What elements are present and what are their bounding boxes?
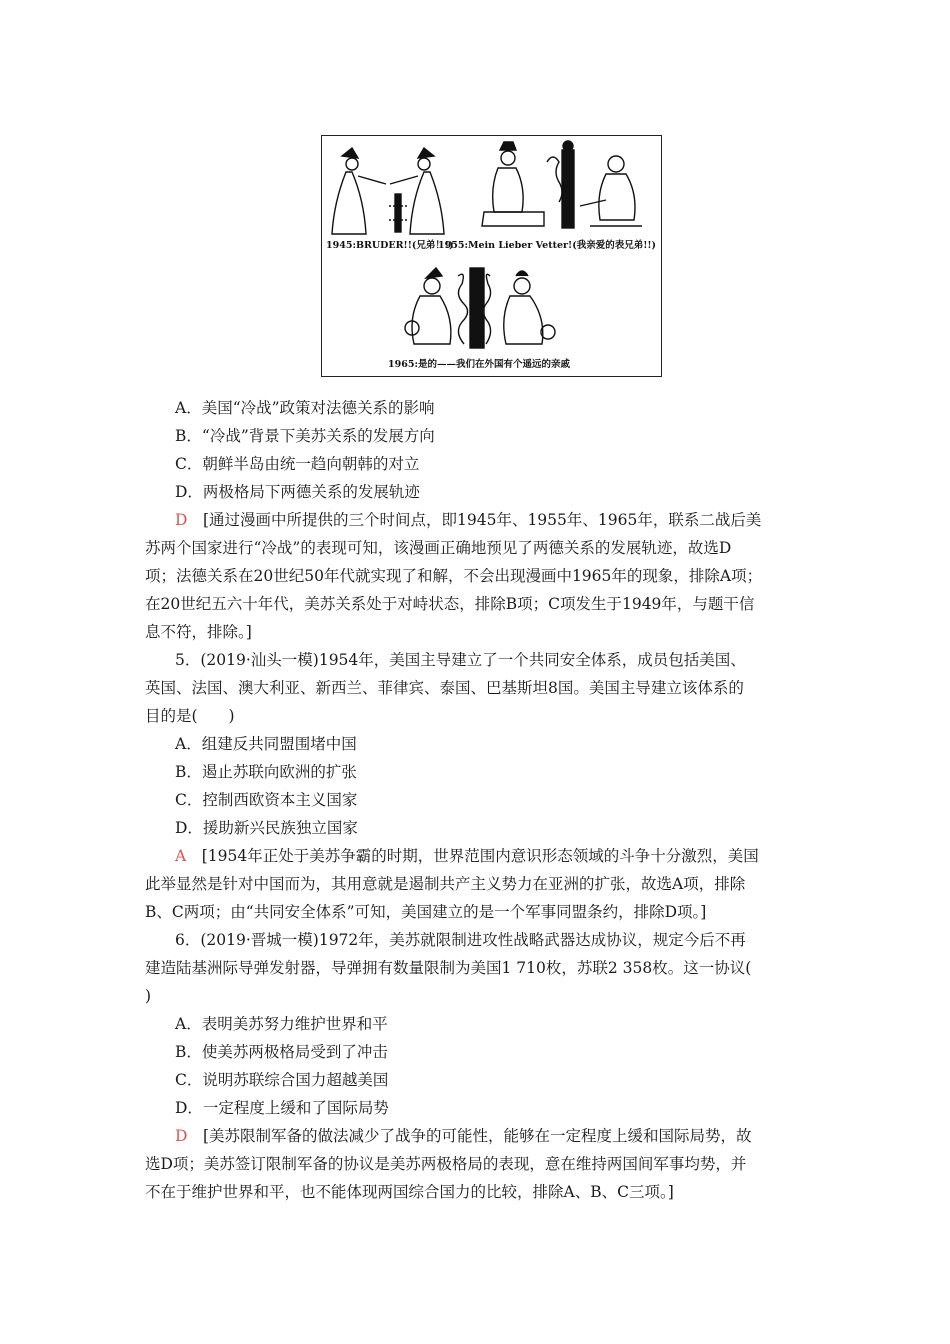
answer-explanation-line: 息不符，排除。] <box>145 623 252 641</box>
question-4-block <box>145 394 805 1206</box>
question-6-stem: 建造陆基洲际导弹发射器，导弹拥有数量限制为美国1 710枚，苏联2 358枚。这一协议( <box>145 959 752 977</box>
question-6-stem: ) <box>145 987 152 1005</box>
answer-explanation-line: D [通过漫画中所提供的三个时间点，即1945年、1955年、1965年，联系二战后美 <box>175 511 762 529</box>
option-d: D．两极格局下两德关系的发展轨迹 <box>175 483 420 501</box>
answer-explanation-line: 在20世纪五六十年代，美苏关系处于对峙状态，排除B项；C项发生于1949年，与题干信 <box>145 595 755 613</box>
answer-explanation-line: 此举显然是针对中国而为，其用意就是遏制共产主义势力在亚洲的扩张，故选A项，排除 <box>145 875 746 893</box>
option-b: B．“冷战”背景下美苏关系的发展方向 <box>175 427 435 445</box>
option-a: A．组建反共同盟围堵中国 <box>175 735 357 753</box>
answer-letter: D <box>175 511 188 529</box>
option-a: A．美国“冷战”政策对法德关系的影响 <box>175 399 435 417</box>
option-d: D．援助新兴民族独立国家 <box>175 819 358 837</box>
option-a: A．表明美苏努力维护世界和平 <box>175 1015 388 1033</box>
answer-explanation-line: A [1954年正处于美苏争霸的时期，世界范围内意识形态领域的斗争十分激烈，美国 <box>175 847 759 865</box>
cartoon-figure <box>321 135 662 377</box>
answer-letter: D <box>175 1127 188 1145</box>
answer-explanation-line: D [美苏限制军备的做法减少了战争的可能性，能够在一定程度上缓和国际局势，故 <box>175 1127 752 1145</box>
cartoon-drawing <box>322 136 663 378</box>
caption-1965: 1965:是的——我们在外国有个遥远的亲戚 <box>388 359 570 370</box>
answer-letter: A <box>175 847 187 865</box>
option-b: B．遏止苏联向欧洲的扩张 <box>175 763 357 781</box>
option-c: C．说明苏联综合国力超越美国 <box>175 1071 389 1089</box>
answer-explanation-line: 项；法德关系在20世纪50年代就实现了和解，不会出现漫画中1965年的现象，排除A项； <box>145 567 763 585</box>
question-5-stem: 英国、法国、澳大利亚、新西兰、菲律宾、泰国、巴基斯坦8国。美国主导建立该体系的 <box>145 679 744 697</box>
caption-1945: 1945:BRUDER!!(兄弟！!) <box>326 240 454 251</box>
option-c: C．控制西欧资本主义国家 <box>175 791 358 809</box>
option-c: C．朝鲜半岛由统一趋向朝韩的对立 <box>175 455 420 473</box>
answer-explanation-line: 苏两个国家进行“冷战”的表现可知，该漫画正确地预见了两德关系的发展轨迹，故选D <box>145 539 732 557</box>
question-5-stem: 5．(2019·汕头一模)1954年，美国主导建立了一个共同安全体系，成员包括美国、 <box>175 651 746 669</box>
answer-explanation-line: 不在于维护世界和平，也不能体现两国综合国力的比较，排除A、B、C三项。] <box>145 1183 674 1201</box>
option-b: B．使美苏两极格局受到了冲击 <box>175 1043 388 1061</box>
question-5-stem: 目的是( ) <box>145 707 235 725</box>
option-d: D．一定程度上缓和了国际局势 <box>175 1099 389 1117</box>
caption-1955: 1955:Mein Lieber Vetter!(我亲爱的表兄弟!!) <box>438 240 657 251</box>
answer-explanation-line: B、C两项；由“共同安全体系”可知，美国建立的是一个军事同盟条约，排除D项。] <box>145 903 707 921</box>
answer-explanation-line: 选D项；美苏签订限制军备的协议是美苏两极格局的表现，意在维持两国间军事均势，并 <box>145 1155 747 1173</box>
question-6-stem: 6．(2019·晋城一模)1972年，美苏就限制进攻性战略武器达成协议，规定今后不再 <box>175 931 746 949</box>
